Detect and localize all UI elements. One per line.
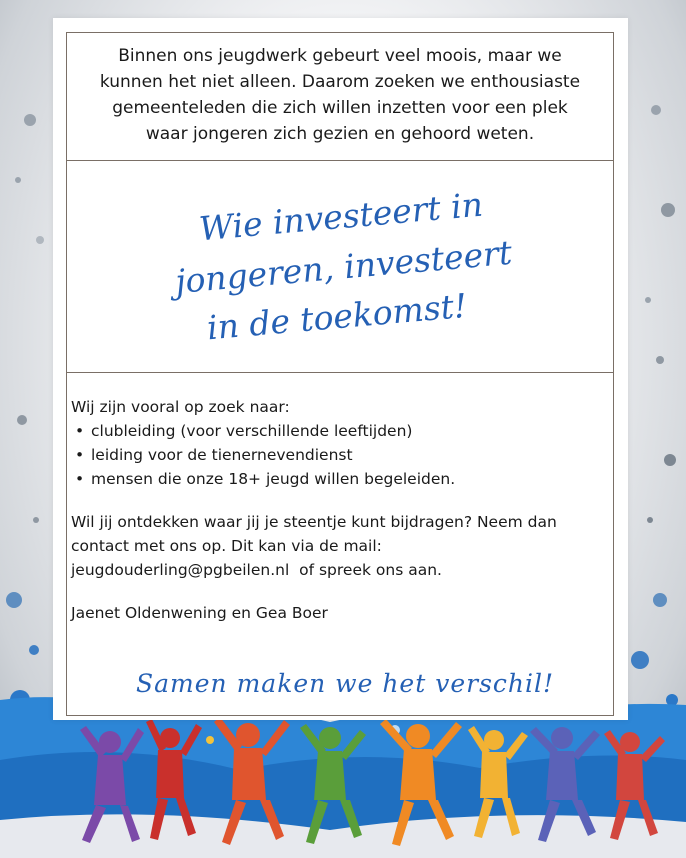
handwritten-slogan <box>67 161 613 373</box>
bullet-icon: • <box>75 470 85 488</box>
intro-line: kunnen het niet alleen. Daarom zoeken we enthousiaste <box>99 72 581 92</box>
contact-paragraph: Wil jij ontdekken waar jij je steentje kunt bijdragen? Neem dan contact met ons op. Dit kan via de mail: jeugdouderling@pgbeilen.nl of spreek ons aan. <box>71 513 557 579</box>
slogan-line: Wie investeert in <box>197 184 485 249</box>
vacancies-list <box>71 419 601 491</box>
slogan-line: jongeren, investeert <box>173 232 514 302</box>
list-item: • mensen die onze 18+ jeugd willen begeleiden. <box>71 467 601 491</box>
list-item: • clubleiding (voor verschillende leeftijden) <box>71 419 601 443</box>
bullet-icon: • <box>75 422 85 440</box>
intro-section <box>67 33 613 161</box>
closing-line: Samen maken we het verschil! <box>136 669 555 698</box>
details-section <box>71 395 601 625</box>
intro-line: gemeenteleden die zich willen inzetten voor een plek <box>112 98 568 118</box>
slogan-line: in de toekomst! <box>205 285 469 348</box>
flyer-frame <box>66 32 614 716</box>
vacancies-heading: Wij zijn vooral op zoek naar: <box>71 398 290 416</box>
slogan-section <box>67 161 613 373</box>
intro-paragraph <box>89 43 591 147</box>
closing-slogan <box>66 662 614 708</box>
email-link[interactable]: jeugdouderling@pgbeilen.nl <box>71 561 290 579</box>
intro-line: waar jongeren zich gezien en gehoord weten. <box>145 124 535 144</box>
signature: Jaenet Oldenwening en Gea Boer <box>71 604 328 622</box>
intro-line: Binnen ons jeugdwerk gebeurt veel moois, maar we <box>118 46 562 66</box>
bullet-icon: • <box>75 446 85 464</box>
list-item: • leiding voor de tienernevendienst <box>71 443 601 467</box>
